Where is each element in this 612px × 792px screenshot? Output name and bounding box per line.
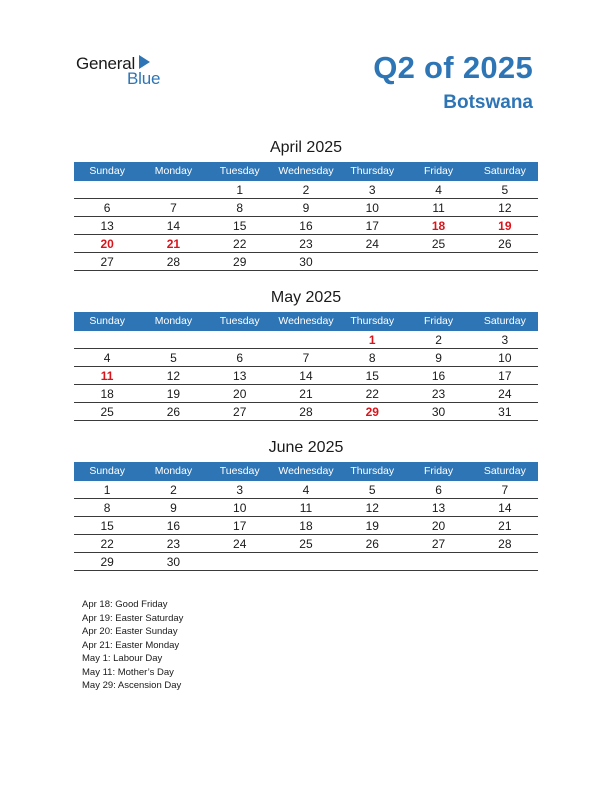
day-cell: 15 — [365, 369, 379, 383]
day-cell: 14 — [498, 501, 512, 515]
day-cell: 28 — [299, 405, 313, 419]
weekday-label: Friday — [423, 465, 454, 477]
week-row — [74, 553, 538, 571]
day-cell: 2 — [170, 483, 177, 497]
holiday-notes — [82, 598, 183, 693]
day-cell: 11 — [432, 201, 445, 215]
day-cell: 16 — [299, 219, 313, 233]
day-cell: 24 — [498, 387, 512, 401]
day-cell: 2 — [302, 183, 310, 197]
day-cell: 28 — [166, 255, 181, 269]
weekday-label: Thursday — [350, 315, 395, 327]
month-april — [74, 138, 538, 271]
day-cell: 30 — [299, 255, 313, 269]
weekday-label: Thursday — [350, 465, 395, 477]
month-title: June 2025 — [268, 439, 344, 456]
empty-day-cell — [472, 553, 538, 570]
day-cell: 27 — [431, 537, 446, 551]
day-cell: 4 — [302, 483, 310, 497]
holiday-note: May 1: Labour Day — [82, 653, 163, 664]
day-cell: 9 — [435, 351, 442, 365]
empty-day-cell — [207, 331, 273, 348]
day-cell: 30 — [431, 405, 446, 419]
day-cell: 18 — [299, 519, 313, 533]
day-cell: 28 — [498, 537, 512, 551]
holiday-note: Apr 21: Easter Monday — [82, 639, 180, 651]
day-cell: 19 — [166, 387, 181, 401]
day-cell: 6 — [103, 201, 111, 215]
day-cell: 24 — [365, 237, 379, 251]
day-cell: 17 — [498, 369, 512, 383]
holiday-note: May 11: Mother’s Day — [82, 666, 174, 678]
weekday-label: Saturday — [483, 165, 526, 177]
empty-day-cell — [405, 253, 471, 270]
weekday-header — [74, 162, 538, 181]
day-cell: 9 — [302, 201, 310, 215]
empty-day-cell — [74, 181, 140, 198]
holiday-note: Apr 20: Easter Sunday — [82, 626, 178, 637]
month-title: April 2025 — [269, 139, 343, 156]
weekday-label: Sunday — [89, 165, 125, 177]
empty-day-cell — [273, 553, 339, 570]
day-cell: 22 — [233, 237, 247, 251]
day-cell: 4 — [103, 351, 111, 365]
empty-day-cell — [140, 181, 206, 198]
week-row — [74, 481, 538, 499]
holiday-day-cell: 19 — [498, 219, 512, 233]
day-cell: 2 — [435, 333, 442, 347]
holiday-day-cell: 29 — [365, 405, 379, 419]
holiday-note: May 29: Ascension Day — [82, 680, 182, 691]
country-name: Botswana — [443, 92, 533, 113]
empty-day-cell — [74, 331, 140, 348]
holiday-note: Apr 18: Good Friday — [82, 599, 168, 610]
weekday-label: Saturday — [483, 315, 526, 327]
day-cell: 6 — [435, 483, 442, 497]
day-cell: 29 — [233, 255, 247, 269]
day-cell: 15 — [233, 219, 247, 233]
day-cell: 18 — [100, 387, 114, 401]
empty-day-cell — [207, 553, 273, 570]
day-cell: 13 — [233, 369, 247, 383]
week-row — [74, 181, 538, 199]
day-cell: 7 — [302, 351, 310, 365]
holiday-note: Apr 19: Easter Saturday — [82, 612, 184, 624]
month-title: May 2025 — [270, 289, 342, 306]
day-cell: 14 — [299, 369, 313, 383]
empty-day-cell — [273, 331, 339, 348]
month-may — [74, 288, 538, 421]
weekday-label: Tuesday — [219, 465, 260, 477]
day-cell: 8 — [103, 501, 111, 515]
week-row — [74, 331, 538, 349]
day-cell: 22 — [100, 537, 114, 551]
page-title: Q2 of 2025 — [373, 50, 533, 85]
weekday-label: Sunday — [89, 315, 125, 327]
day-cell: 17 — [233, 519, 247, 533]
day-cell: 5 — [368, 483, 376, 497]
day-cell: 20 — [233, 387, 247, 401]
day-cell: 26 — [166, 405, 181, 419]
week-row — [74, 499, 538, 517]
day-cell: 31 — [498, 405, 512, 419]
holiday-day-cell: 11 — [100, 369, 114, 383]
day-cell: 8 — [368, 351, 376, 365]
day-cell: 19 — [365, 519, 379, 533]
weekday-label: Friday — [423, 315, 454, 327]
day-cell: 26 — [365, 537, 379, 551]
day-cell: 22 — [365, 387, 379, 401]
day-cell: 17 — [365, 219, 379, 233]
week-row — [74, 403, 538, 421]
weekday-label: Thursday — [350, 165, 395, 177]
day-cell: 11 — [299, 501, 313, 515]
day-cell: 8 — [236, 201, 244, 215]
day-cell: 25 — [100, 405, 114, 419]
empty-day-cell — [339, 553, 405, 570]
day-cell: 9 — [170, 501, 177, 515]
holiday-day-cell: 21 — [166, 237, 181, 251]
day-cell: 25 — [299, 537, 313, 551]
day-cell: 1 — [103, 483, 111, 497]
day-cell: 1 — [236, 183, 244, 197]
holiday-day-cell: 18 — [431, 219, 446, 233]
logo-text-general: General — [76, 54, 136, 73]
day-cell: 3 — [236, 483, 244, 497]
logo — [76, 54, 176, 88]
day-cell: 7 — [501, 483, 509, 497]
week-row — [74, 367, 538, 385]
week-row — [74, 349, 538, 367]
day-cell: 23 — [431, 387, 446, 401]
week-row — [74, 517, 538, 535]
weekday-label: Sunday — [89, 465, 125, 477]
day-cell: 21 — [498, 519, 512, 533]
weekday-header — [74, 312, 538, 331]
day-cell: 27 — [233, 405, 247, 419]
weekday-label: Tuesday — [219, 315, 260, 327]
day-cell: 27 — [100, 255, 114, 269]
weekday-header — [74, 462, 538, 481]
day-cell: 23 — [166, 537, 181, 551]
day-cell: 23 — [299, 237, 313, 251]
week-row — [74, 199, 538, 217]
day-cell: 12 — [498, 201, 512, 215]
week-row — [74, 253, 538, 271]
day-cell: 24 — [233, 537, 247, 551]
day-cell: 13 — [100, 219, 114, 233]
week-row — [74, 235, 538, 253]
day-cell: 10 — [498, 351, 512, 365]
weekday-label: Tuesday — [219, 165, 260, 177]
empty-day-cell — [140, 331, 206, 348]
weekday-label: Saturday — [483, 465, 526, 477]
day-cell: 5 — [170, 351, 177, 365]
week-row — [74, 535, 538, 553]
weekday-label: Wednesday — [278, 465, 334, 477]
logo-triangle-icon — [139, 55, 150, 69]
weekday-label: Friday — [423, 165, 454, 177]
day-cell: 5 — [501, 183, 509, 197]
empty-day-cell — [472, 253, 538, 270]
day-cell: 15 — [100, 519, 114, 533]
week-row — [74, 385, 538, 403]
weekday-label: Monday — [154, 165, 193, 177]
day-cell: 26 — [498, 237, 512, 251]
day-cell: 3 — [501, 333, 509, 347]
empty-day-cell — [339, 253, 405, 270]
holiday-day-cell: 1 — [368, 333, 376, 347]
day-cell: 13 — [431, 501, 446, 515]
day-cell: 3 — [368, 183, 376, 197]
weekday-label: Monday — [154, 315, 193, 327]
day-cell: 10 — [233, 501, 247, 515]
day-cell: 16 — [166, 519, 181, 533]
day-cell: 29 — [100, 555, 114, 569]
day-cell: 4 — [435, 183, 442, 197]
logo-text-blue: Blue — [127, 69, 161, 88]
empty-day-cell — [405, 553, 471, 570]
month-june — [74, 438, 538, 571]
day-cell: 25 — [431, 237, 446, 251]
weekday-label: Wednesday — [278, 315, 334, 327]
day-cell: 30 — [166, 555, 181, 569]
day-cell: 14 — [166, 219, 181, 233]
week-row — [74, 217, 538, 235]
weekday-label: Wednesday — [278, 165, 334, 177]
day-cell: 6 — [236, 351, 244, 365]
day-cell: 21 — [299, 387, 313, 401]
holiday-day-cell: 20 — [100, 237, 114, 251]
day-cell: 12 — [166, 369, 181, 383]
day-cell: 16 — [431, 369, 446, 383]
day-cell: 12 — [365, 501, 379, 515]
weekday-label: Monday — [154, 465, 193, 477]
day-cell: 20 — [431, 519, 446, 533]
day-cell: 7 — [170, 201, 177, 215]
day-cell: 10 — [365, 201, 379, 215]
